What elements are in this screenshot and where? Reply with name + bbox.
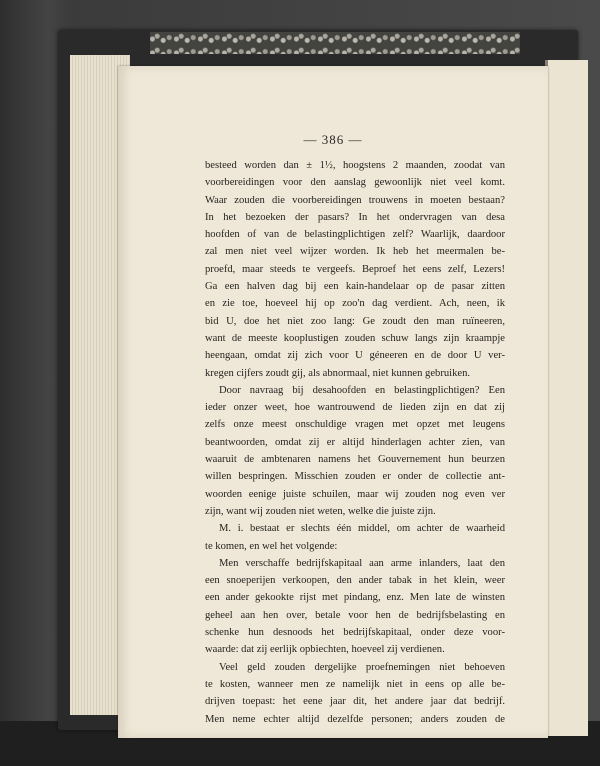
text-line: zal men niet veel wijzer worden. Ik heb het meermalen be- — [205, 246, 505, 258]
text-line: hoofden of van de belastingplichtigen zelf? Waarlijk, daardoor — [205, 229, 505, 241]
text-line: drijven toepast: het eene jaar dit, het andere jaar dat bedrijf. — [205, 696, 505, 708]
text-line: waarde: dat zij eerlijk opbiechten, hoeveel zij verdienen. — [205, 644, 445, 656]
text-line: kregen cijfers zoudt gij, als abnormaal, niet kunnen gebruiken. — [205, 367, 471, 379]
text-line: een ander gekookte rijst met pindang, enz. Men late de winsten — [205, 592, 505, 604]
text-line: voorbereidingen voor den aanslag gewoonlijk niet veel komt. — [205, 177, 505, 189]
page-number: — 386 — — [303, 132, 363, 147]
text-line: Door navraag bij desahoofden en belastingplichtigen? Een — [219, 384, 505, 396]
text-line: want de meeste kooplustigen zouden schuw langs zijn kraampje — [205, 332, 505, 344]
page-text-block — [205, 157, 505, 728]
text-line: bid U, doe het niet zoo lang: Ge zoudt den man ruïneeren, — [205, 315, 505, 327]
text-line: In het bezoeken der pasars? In het ondervragen van desa — [205, 211, 505, 223]
text-line: besteed worden dan ± 1½, hoogstens 2 maanden, zoodat van — [205, 160, 505, 171]
text-line: waaruit de ambtenaren namens het Gouvernement hun beurzen — [205, 454, 505, 466]
text-line: Veel geld zouden dergelijke proefnemingen niet behoeven — [219, 661, 505, 673]
text-line: Men verschaffe bedrijfskapitaal aan arme inlanders, laat den — [219, 557, 505, 569]
text-line: willen bespringen. Misschien zouden er onder de collectie ant- — [205, 471, 505, 483]
text-line: Men neme echter altijd dezelfde personen; anders zouden de — [205, 713, 505, 725]
book-page — [118, 66, 548, 738]
text-line: heengaan, omdat zij zich voor U géneeren en de door U ver- — [205, 350, 505, 362]
text-line: te komen, en wel het volgende: — [205, 540, 338, 552]
text-line: geheel aan hen over, betale voor hen de bedrijfsbelasting en — [205, 609, 505, 621]
text-line: zijn, want wij zouden niet weten, welke die juiste zijn. — [205, 505, 436, 517]
text-line: woorden eenige juiste schuilen, maar wij zouden nog even ver — [205, 488, 505, 500]
text-line: beantwoorden, omdat zij er altijd hinderlagen achter zien, van — [205, 436, 505, 448]
text-line: een snoeperijen verkoopen, den ander tabak in het klein, weer — [205, 575, 505, 587]
text-line: en zie toe, hoeveel hij op zoo'n dag verdient. Ach, neen, ik — [205, 298, 505, 310]
text-line: ieder onzer weet, hoe wantrouwend de lieden zijn en dat zij — [205, 402, 505, 414]
facing-page-edge — [545, 60, 588, 736]
text-line: Waar zouden die voorbereidingen trouwens in moeten bestaan? — [205, 194, 505, 206]
text-line: te kosten, wanneer men ze namelijk niet in eens op alle be- — [205, 678, 505, 690]
marbled-cover-edge — [150, 32, 520, 54]
text-line: Ga een halven dag bij een kain-handelaar op de pasar zitten — [205, 281, 505, 293]
text-line: schenke hun desnoods het bedrijfskapitaal, onder deze voor- — [205, 627, 505, 639]
text-line: zelfs onze meest onschuldige vragen met opzet met leugens — [205, 419, 505, 431]
text-line: M. i. bestaat er slechts één middel, om achter de waarheid — [219, 523, 505, 535]
text-line: proefd, maar steeds te vergeefs. Beproef het eens zelf, Lezers! — [205, 263, 505, 275]
